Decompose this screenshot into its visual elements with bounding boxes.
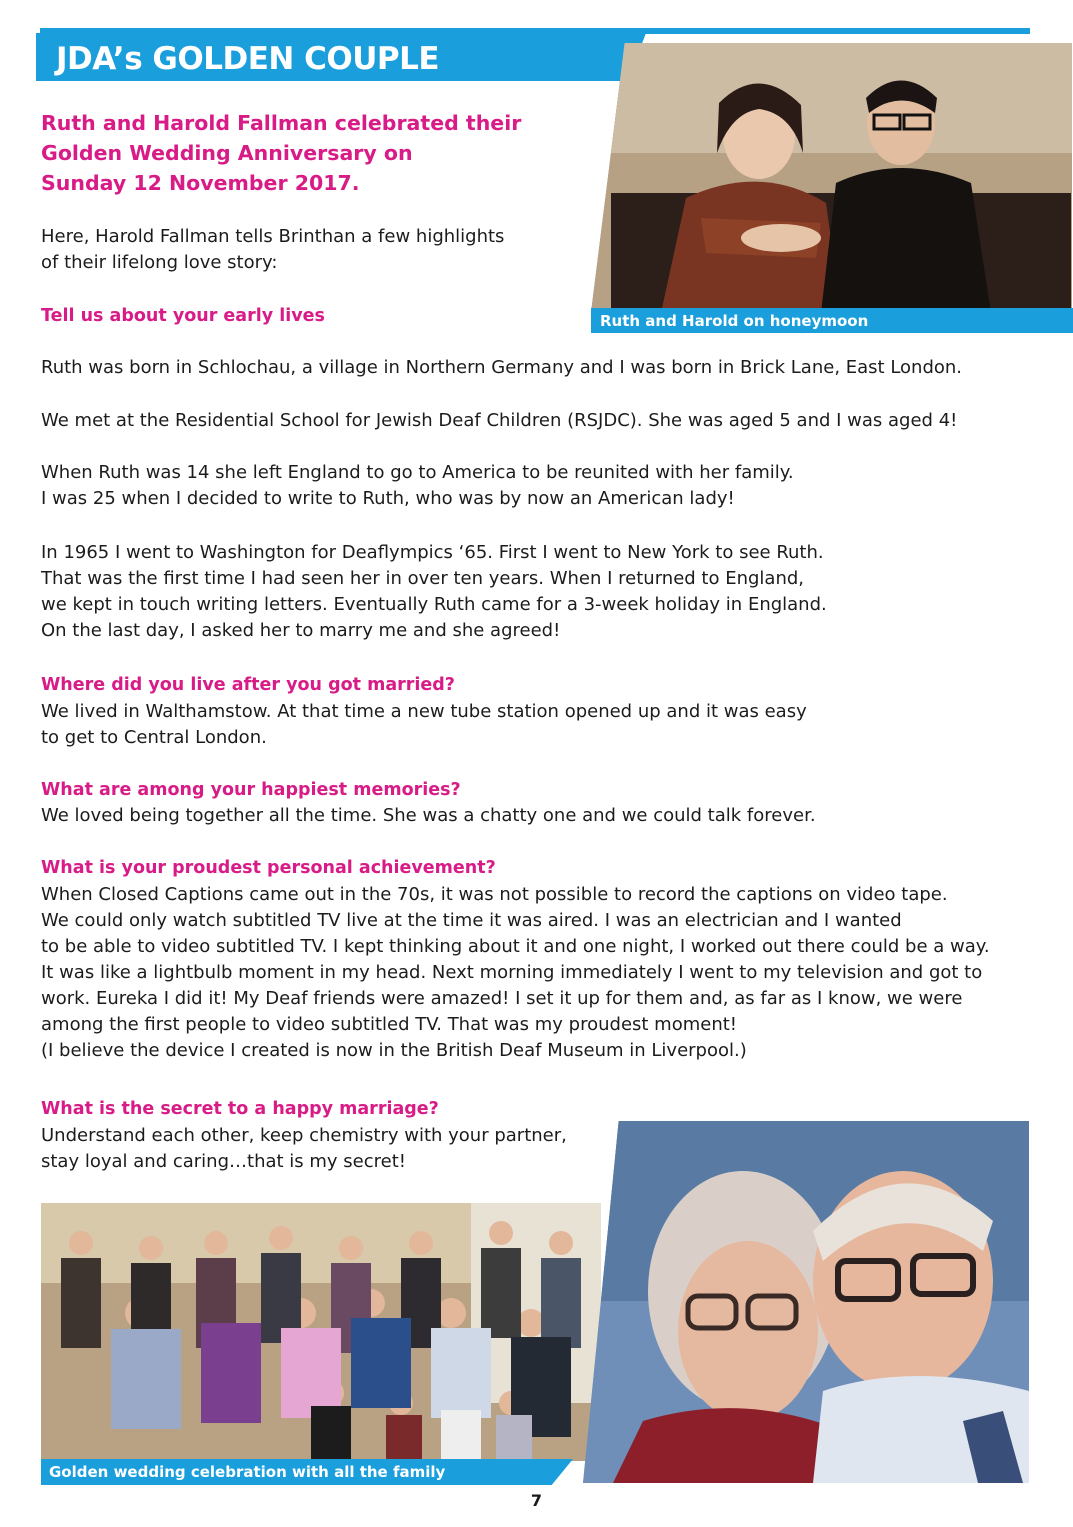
honeymoon-photo-illustration [591,43,1072,313]
intro-heading-line: Ruth and Harold Fallman celebrated their [41,111,522,135]
answer-line: Understand each other, keep chemistry with your partner, [41,1125,567,1146]
page-title: JDA’s GOLDEN COUPLE [56,41,440,77]
honeymoon-photo [591,43,1072,313]
answer-paragraph: Ruth was born in Schlochau, a village in Northern Germany and I was born in Brick Lane, East London. [41,357,963,378]
answer-paragraph [41,699,807,751]
answer-line: We loved being together all the time. She was a chatty one and we could talk forever. [41,805,816,826]
family-photo-illustration [41,1203,601,1461]
intro-heading-line: Golden Wedding Anniversary on [41,141,413,165]
question-secret: What is the secret to a happy marriage? [41,1099,439,1119]
answer-line: I was 25 when I decided to write to Ruth, who was by now an American lady! [41,488,735,509]
answer-line: It was like a lightbulb moment in my head. Next morning immediately I went to my television and got to [41,962,983,983]
answer-paragraph [41,460,794,512]
question-happiest: What are among your happiest memories? [41,780,461,800]
question-proudest: What is your proudest personal achievement? [41,858,496,878]
answer-paragraph: We met at the Residential School for Jewish Deaf Children (RSJDC). She was aged 5 and I was aged 4! [41,410,958,431]
couple-portrait-illustration [583,1121,1029,1483]
answer-line: among the first people to video subtitled TV. That was my proudest moment! [41,1014,738,1035]
answer-line: On the last day, I asked her to marry me and she agreed! [41,620,561,641]
answer-line: to be able to video subtitled TV. I kept thinking about it and one night, I worked out there could be a way. [41,936,990,957]
page-number: 7 [530,1491,543,1510]
answer-line: That was the first time I had seen her in over ten years. When I returned to England, [41,568,805,589]
family-photo [41,1203,601,1461]
answer-line: to get to Central London. [41,727,267,748]
honeymoon-caption: Ruth and Harold on honeymoon [600,312,869,330]
family-caption: Golden wedding celebration with all the family [49,1463,446,1481]
answer-line: We could only watch subtitled TV live at the time it was aired. I was an electrician and I wanted [41,910,902,931]
answer-line: When Ruth was 14 she left England to go to America to be reunited with her family. [41,462,794,483]
answer-paragraph [41,540,827,644]
answer-line: We lived in Walthamstow. At that time a new tube station opened up and it was easy [41,701,807,722]
intro-heading-line: Sunday 12 November 2017. [41,171,360,195]
answer-line: (I believe the device I created is now in the British Deaf Museum in Liverpool.) [41,1040,747,1061]
intro-lead-line: of their lifelong love story: [41,252,278,273]
answer-line: stay loyal and caring…that is my secret! [41,1151,406,1172]
answer-line: When Closed Captions came out in the 70s, it was not possible to record the captions on video tape. [41,884,948,905]
answer-paragraph [41,803,816,829]
answer-paragraph [41,1123,567,1175]
intro-lead [41,224,504,276]
answer-paragraph [41,882,990,1064]
intro-heading [41,108,561,198]
answer-line: we kept in touch writing letters. Eventually Ruth came for a 3-week holiday in England. [41,594,827,615]
answer-line: work. Eureka I did it! My Deaf friends were amazed! I set it up for them and, as far as I know, we were [41,988,963,1009]
answer-line: In 1965 I went to Washington for Deaflympics ‘65. First I went to New York to see Ruth. [41,542,824,563]
question-early-lives: Tell us about your early lives [41,306,325,326]
question-married: Where did you live after you got married? [41,675,455,695]
couple-portrait-photo [583,1121,1029,1483]
intro-lead-line: Here, Harold Fallman tells Brinthan a few highlights [41,226,505,247]
